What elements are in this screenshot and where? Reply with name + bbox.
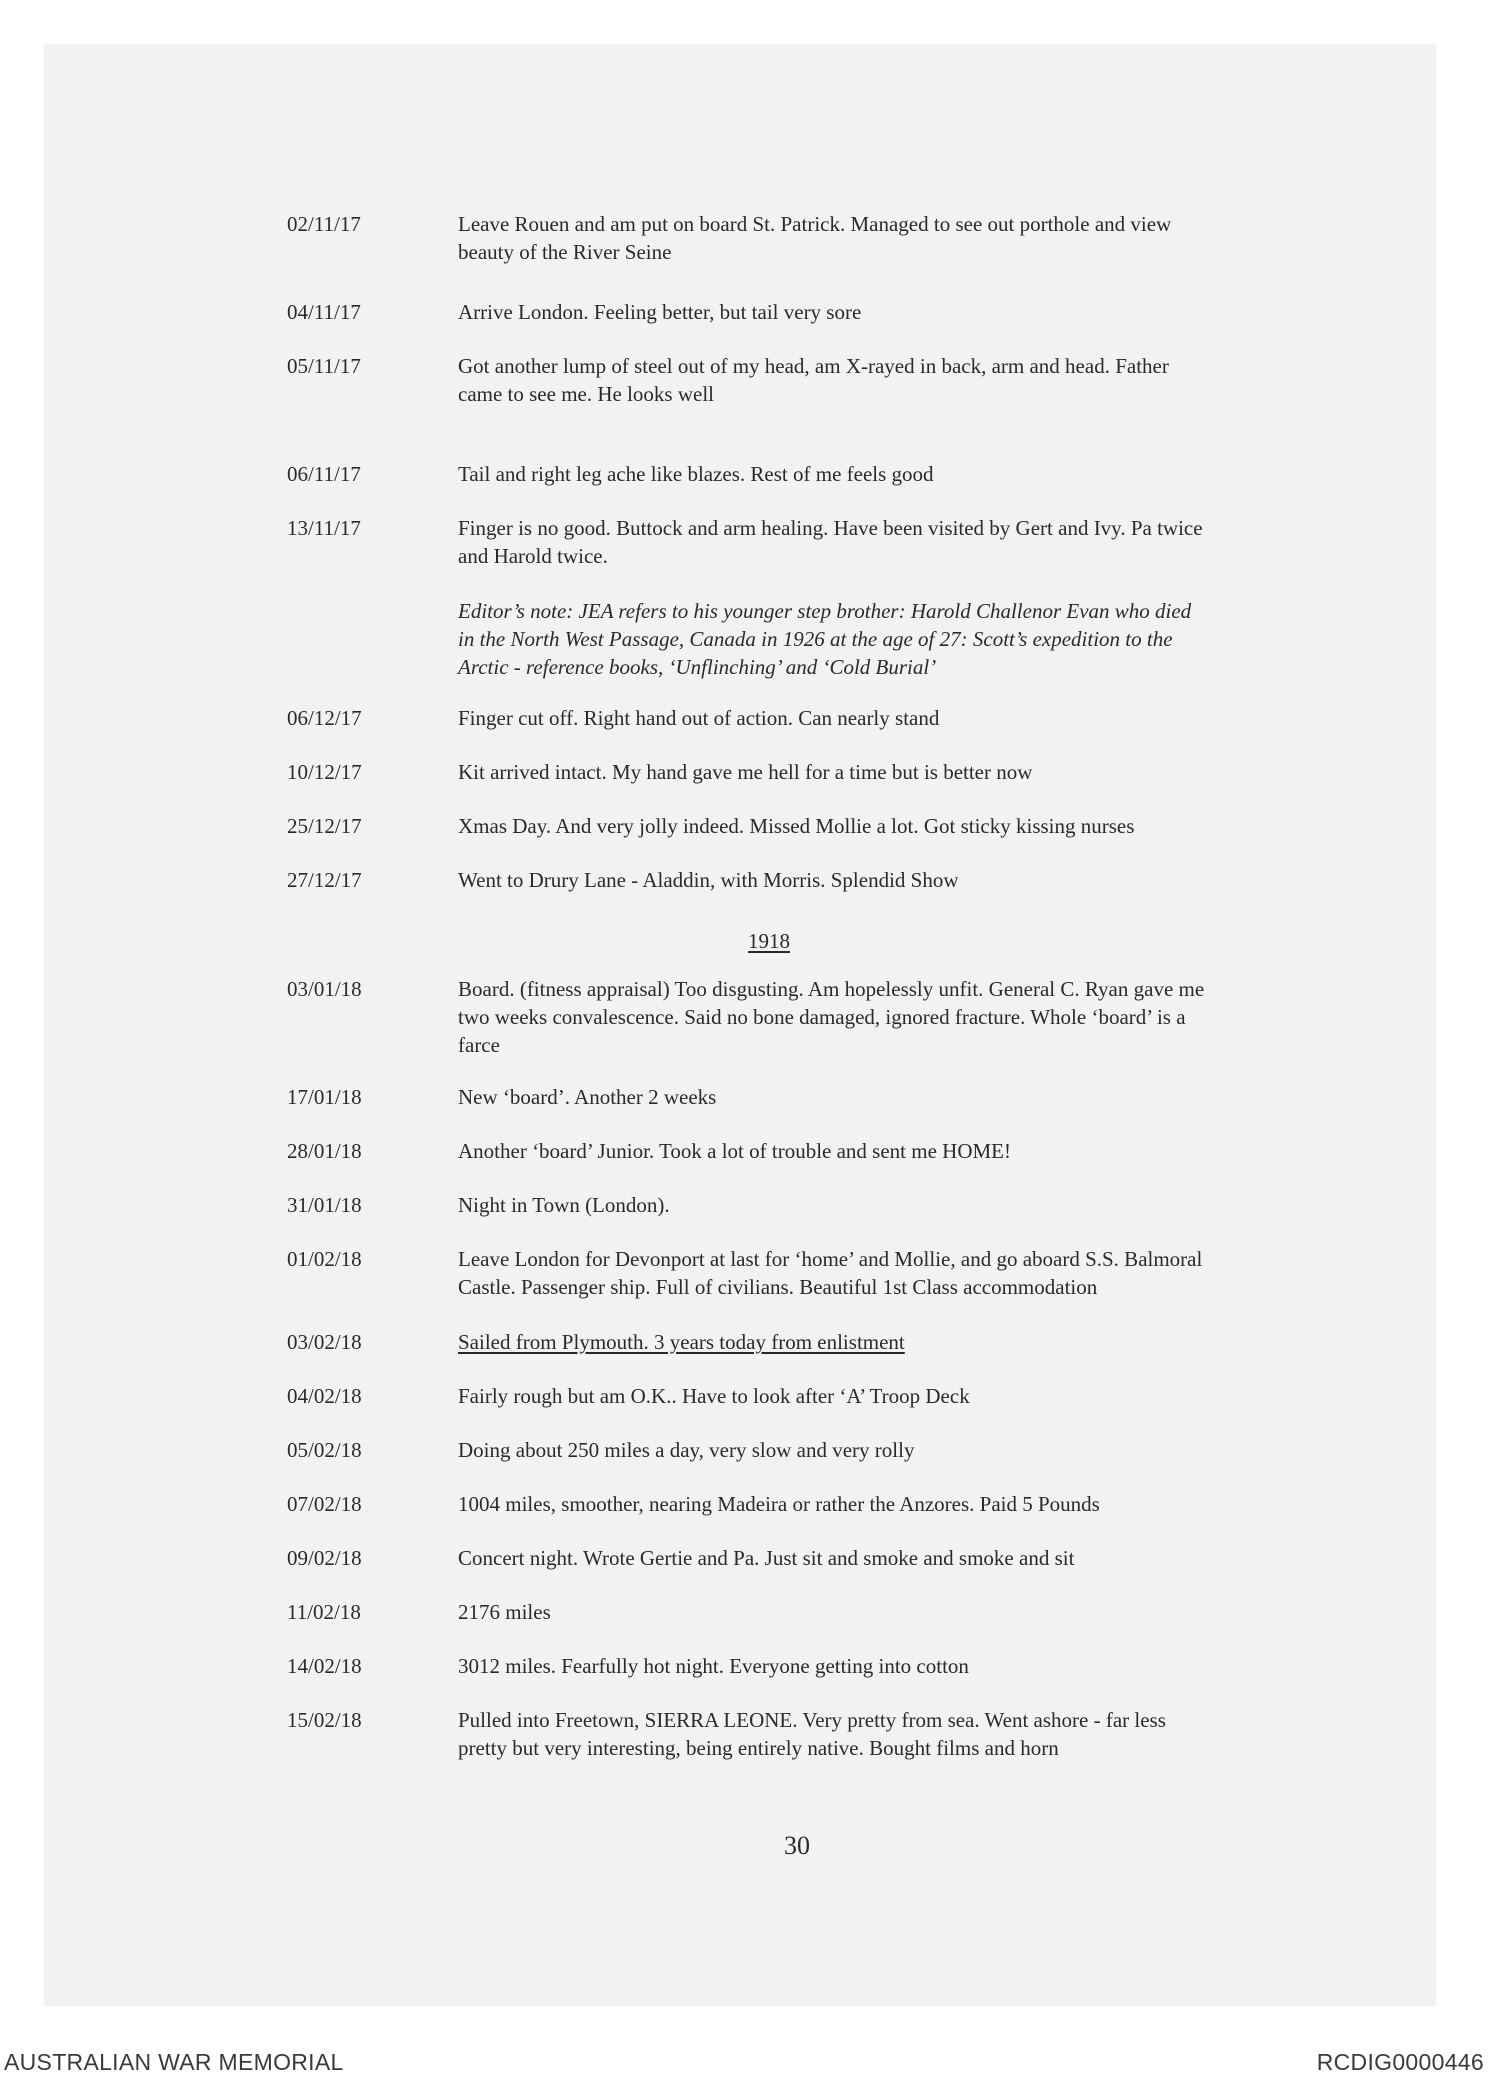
entry-date: 07/02/18 xyxy=(287,1492,362,1516)
entry-text xyxy=(458,210,1318,266)
entry-line: Editor’s note: JEA refers to his younger step brother: Harold Challenor Evan who died xyxy=(458,599,1192,623)
entry-date: 28/01/18 xyxy=(287,1139,362,1163)
entry-line: New ‘board’. Another 2 weeks xyxy=(458,1085,717,1109)
entry-line: beauty of the River Seine xyxy=(458,240,672,264)
entry-line: Got another lump of steel out of my head, am X-rayed in back, arm and head. Father xyxy=(458,354,1169,378)
entry-text xyxy=(458,1191,1318,1219)
entry-text xyxy=(458,1490,1318,1518)
entry-date: 06/12/17 xyxy=(287,706,362,730)
entry-line: farce xyxy=(458,1033,500,1057)
entry-text xyxy=(458,704,1318,732)
entry-date: 03/02/18 xyxy=(287,1330,362,1354)
entry-date: 05/11/17 xyxy=(287,354,361,378)
entry-line: Doing about 250 miles a day, very slow and very rolly xyxy=(458,1438,915,1462)
entry-line: Kit arrived intact. My hand gave me hell for a time but is better now xyxy=(458,760,1033,784)
entry-text xyxy=(458,1706,1318,1762)
entry-text xyxy=(458,758,1318,786)
entry-line: Arctic - reference books, ‘Unflinching’ and ‘Cold Burial’ xyxy=(458,655,937,679)
entry-line: in the North West Passage, Canada in 1926 at the age of 27: Scott’s expedition to the xyxy=(458,627,1173,651)
entry-line: Sailed from Plymouth. 3 years today from enlistment xyxy=(458,1330,905,1354)
entry-date: 03/01/18 xyxy=(287,977,362,1001)
entry-date: 05/02/18 xyxy=(287,1438,362,1462)
entry-date: 06/11/17 xyxy=(287,462,361,486)
entry-date: 01/02/18 xyxy=(287,1247,362,1271)
entry-date: 04/11/17 xyxy=(287,300,361,324)
entry-line: 2176 miles xyxy=(458,1600,551,1624)
entry-text xyxy=(458,1245,1318,1301)
entry-text xyxy=(458,1544,1318,1572)
entry-text xyxy=(458,975,1318,1059)
entry-line: and Harold twice. xyxy=(458,544,608,568)
entry-text xyxy=(458,1436,1318,1464)
entry-line: Castle. Passenger ship. Full of civilians. Beautiful 1st Class accommodation xyxy=(458,1275,1098,1299)
entry-line: Leave Rouen and am put on board St. Patrick. Managed to see out porthole and view xyxy=(458,212,1172,236)
entry-line: 3012 miles. Fearfully hot night. Everyone getting into cotton xyxy=(458,1654,969,1678)
entry-line: Concert night. Wrote Gertie and Pa. Just sit and smoke and smoke and sit xyxy=(458,1546,1075,1570)
entry-line: Xmas Day. And very jolly indeed. Missed Mollie a lot. Got sticky kissing nurses xyxy=(458,814,1135,838)
footer-left: AUSTRALIAN WAR MEMORIAL xyxy=(4,2049,344,2075)
entry-date: 09/02/18 xyxy=(287,1546,362,1570)
entry-text xyxy=(458,352,1318,408)
entry-text xyxy=(458,1652,1318,1680)
entry-line: two weeks convalescence. Said no bone damaged, ignored fracture. Whole ‘board’ is a xyxy=(458,1005,1186,1029)
entry-line: came to see me. He looks well xyxy=(458,382,714,406)
entry-line: Arrive London. Feeling better, but tail very sore xyxy=(458,300,862,324)
document-page xyxy=(44,44,1436,2006)
entry-line: Finger cut off. Right hand out of action. Can nearly stand xyxy=(458,706,940,730)
entry-line: Pulled into Freetown, SIERRA LEONE. Very pretty from sea. Went ashore - far less xyxy=(458,1708,1166,1732)
entry-text xyxy=(458,1137,1318,1165)
entry-date: 31/01/18 xyxy=(287,1193,362,1217)
year-heading: 1918 xyxy=(748,929,790,953)
entry-text xyxy=(458,1083,1318,1111)
entry-date: 25/12/17 xyxy=(287,814,362,838)
entry-text xyxy=(458,866,1318,894)
entry-date: 10/12/17 xyxy=(287,760,362,784)
footer-right: RCDIG0000446 xyxy=(1316,2049,1484,2075)
entry-date: 11/02/18 xyxy=(287,1600,361,1624)
entry-text xyxy=(458,1382,1318,1410)
entry-line: pretty but very interesting, being entirely native. Bought films and horn xyxy=(458,1736,1059,1760)
entry-line: Another ‘board’ Junior. Took a lot of trouble and sent me HOME! xyxy=(458,1139,1011,1163)
entry-text xyxy=(458,1328,1318,1356)
entry-date: 27/12/17 xyxy=(287,868,362,892)
entry-line: Finger is no good. Buttock and arm healing. Have been visited by Gert and Ivy. Pa twice xyxy=(458,516,1203,540)
entry-line: Went to Drury Lane - Aladdin, with Morris. Splendid Show xyxy=(458,868,959,892)
entry-line: Night in Town (London). xyxy=(458,1193,670,1217)
page-number: 30 xyxy=(784,1831,810,1860)
entry-date: 02/11/17 xyxy=(287,212,361,236)
entry-date: 13/11/17 xyxy=(287,516,361,540)
entry-text xyxy=(458,1598,1318,1626)
entry-line: Fairly rough but am O.K.. Have to look after ‘A’ Troop Deck xyxy=(458,1384,970,1408)
entry-line: Tail and right leg ache like blazes. Rest of me feels good xyxy=(458,462,934,486)
entry-line: 1004 miles, smoother, nearing Madeira or rather the Anzores. Paid 5 Pounds xyxy=(458,1492,1100,1516)
entry-line: Board. (fitness appraisal) Too disgusting. Am hopelessly unfit. General C. Ryan gave me xyxy=(458,977,1205,1001)
entry-date: 15/02/18 xyxy=(287,1708,362,1732)
entry-line: Leave London for Devonport at last for ‘home’ and Mollie, and go aboard S.S. Balmoral xyxy=(458,1247,1203,1271)
entry-text xyxy=(458,597,1318,681)
entry-text xyxy=(458,460,1318,488)
entry-text xyxy=(458,812,1318,840)
entry-text xyxy=(458,514,1318,570)
entry-date: 17/01/18 xyxy=(287,1085,362,1109)
entry-date: 14/02/18 xyxy=(287,1654,362,1678)
entry-date: 04/02/18 xyxy=(287,1384,362,1408)
entry-text xyxy=(458,298,1318,326)
